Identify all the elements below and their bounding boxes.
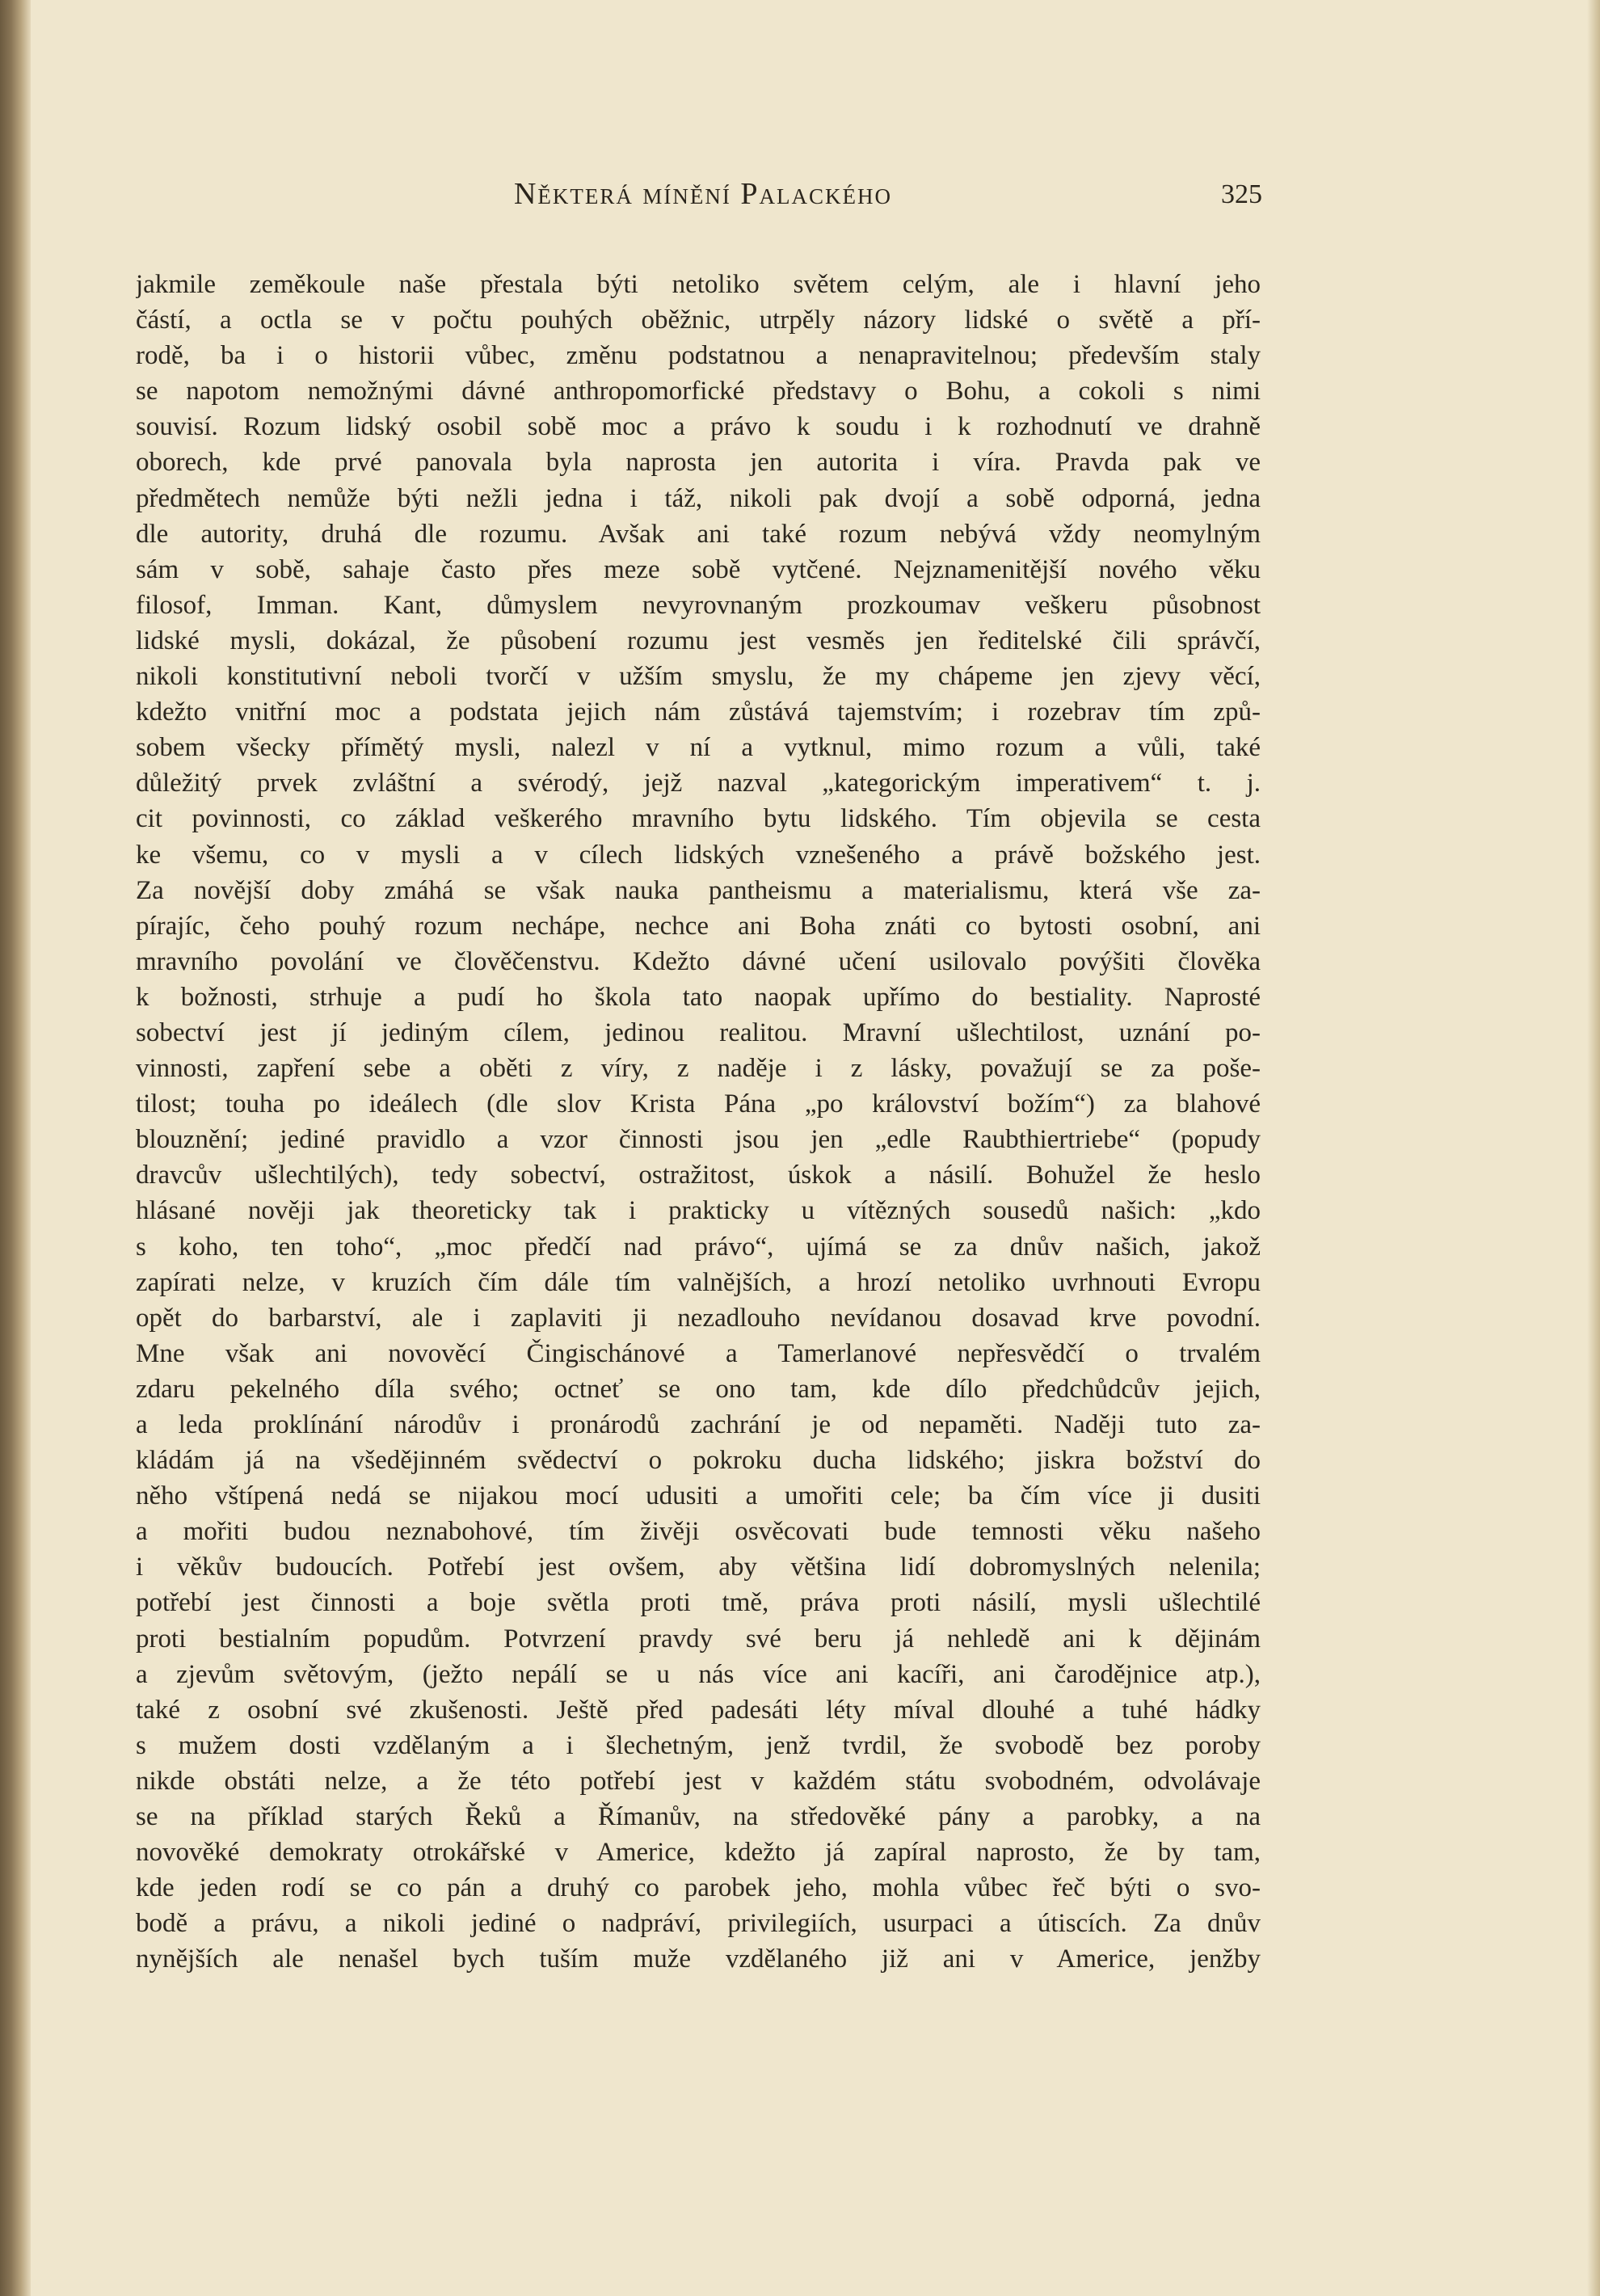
text-line: dle autority, druhá dle rozumu. Avšak ani také rozum nebývá vždy neomylným	[136, 519, 1261, 549]
text-line: se napotom nemožnými dávné anthropomorfické představy o Bohu, a cokoli s nimi	[136, 377, 1261, 407]
text-line: nynějších ale nenašel bych tuším muže vzdělaného již ani v Americe, jenžby	[136, 1944, 1261, 1974]
page-edge-shadow	[1587, 0, 1600, 2296]
text-line: Za novější doby zmáhá se však nauka pantheismu a materialismu, která vše za-	[136, 875, 1261, 905]
text-line: důležitý prvek zvláštní a svérodý, jejž nazval „kategorickým imperativem“ t. j.	[136, 769, 1261, 798]
text-line: zapírati nelze, v kruzích čím dále tím valnějších, a hrozí netoliko uvrhnouti Evropu	[136, 1267, 1261, 1297]
text-line: novověké demokraty otrokářské v Americe, kdežto já zapíral naprosto, že by tam,	[136, 1838, 1261, 1868]
text-line: ke všemu, co v mysli a v cílech lidských vznešeného a právě božského jest.	[136, 840, 1261, 870]
text-line: mravního povolání ve člověčenstvu. Kdežto dávné učení usilovalo povýšiti člověka	[136, 946, 1261, 976]
text-line: potřebí jest činnosti a boje světla proti tmě, práva proti násilí, mysli ušlechtilé	[136, 1588, 1261, 1618]
text-line: nikde obstáti nelze, a že této potřebí jest v každém státu svobodném, odvolávaje	[136, 1766, 1261, 1796]
text-line: oborech, kde prvé panovala byla naprosta jen autorita i víra. Pravda pak ve	[136, 448, 1261, 478]
text-line: proti bestialním popudům. Potvrzení pravdy své beru já nehledě ani k dějinám	[136, 1624, 1261, 1654]
text-line: se na příklad starých Řeků a Římanův, na středověké pány a parobky, a na	[136, 1802, 1261, 1832]
body-text	[136, 267, 1261, 1978]
text-line: předmětech nemůže býti nežli jedna i táž, nikoli pak dvojí a sobě odporná, jedna	[136, 483, 1261, 513]
text-line: cit povinnosti, co základ veškerého mravního bytu lidského. Tím objevila se cesta	[136, 804, 1261, 834]
text-line: a zjevům světovým, (ježto nepálí se u nás více ani kacíři, ani čarodějnice atp.),	[136, 1659, 1261, 1689]
text-line: pírajíc, čeho pouhý rozum nechápe, nechce ani Boha znáti co bytosti osobní, ani	[136, 911, 1261, 941]
text-line: něho vštípená nedá se nijakou mocí udusiti a umořiti cele; ba čím více ji dusiti	[136, 1481, 1261, 1511]
text-line: jakmile zeměkoule naše přestala býti netoliko světem celým, ale i hlavní jeho	[136, 270, 1261, 299]
text-line: i věkův budoucích. Potřebí jest ovšem, aby většina lidí dobromyslných nelenila;	[136, 1552, 1261, 1582]
text-line: kládám já na všedějinném svědectví o pokroku ducha lidského; jiskra božství do	[136, 1446, 1261, 1476]
text-line: zdaru pekelného díla svého; octneť se ono tam, kde dílo předchůdcův jejich,	[136, 1374, 1261, 1404]
text-line: také z osobní své zkušenosti. Ještě před padesáti léty míval dlouhé a tuhé hádky	[136, 1695, 1261, 1725]
text-line: a mořiti budou neznabohové, tím živěji osvěcovati bude temnosti věku našeho	[136, 1517, 1261, 1547]
text-line: sobem všecky přímětý mysli, nalezl v ní a vytknul, mimo rozum a vůli, také	[136, 733, 1261, 763]
text-line: lidské mysli, dokázal, že působení rozumu jest vesměs jen ředitelské čili správčí,	[136, 626, 1261, 655]
text-line: souvisí. Rozum lidský osobil sobě moc a právo k soudu i k rozhodnutí ve drahně	[136, 412, 1261, 442]
text-line: s mužem dosti vzdělaným a i šlechetným, jenž tvrdil, že svobodě bez poroby	[136, 1730, 1261, 1760]
text-line: a leda proklínání národův i pronárodů zachrání je od nepaměti. Naději tuto za-	[136, 1410, 1261, 1439]
text-line: nikoli konstitutivní neboli tvorčí v užším smyslu, že my chápeme jen zjevy věcí,	[136, 662, 1261, 692]
text-line: filosof, Imman. Kant, důmyslem nevyrovnaným prozkoumav veškeru působnost	[136, 590, 1261, 620]
text-line: sobectví jest jí jediným cílem, jedinou realitou. Mravní ušlechtilost, uznání po-	[136, 1017, 1261, 1047]
text-line: rodě, ba i o historii vůbec, změnu podstatnou a nenapravitelnou; především staly	[136, 341, 1261, 371]
text-line: bodě a právu, a nikoli jediné o nadpráví, privilegiích, usurpaci a útiscích. Za dnův	[136, 1909, 1261, 1939]
text-line: Mne však ani novověcí Čingischánové a Tamerlanové nepřesvědčí o trvalém	[136, 1338, 1261, 1368]
running-title: Některá mínění Palackého	[513, 177, 893, 211]
text-line: dravcův ušlechtilých), tedy sobectví, ostražitost, úskok a násilí. Bohužel že heslo	[136, 1161, 1261, 1190]
text-line: k božnosti, strhuje a pudí ho škola tato naopak upřímo do bestiality. Naprosté	[136, 982, 1261, 1012]
page-binding-shadow	[0, 0, 31, 2296]
text-line: blouznění; jediné pravidlo a vzor činnosti jsou jen „edle Raubthiertriebe“ (popudy	[136, 1125, 1261, 1155]
text-line: kde jeden rodí se co pán a druhý co parobek jeho, mohla vůbec řeč býti o svo-	[136, 1873, 1261, 1903]
text-line: částí, a octla se v počtu pouhých oběžnic, utrpěly názory lidské o světě a pří-	[136, 305, 1261, 335]
text-line: opět do barbarství, ale i zaplaviti ji nezadlouho nevídanou dosavad krve povodní.	[136, 1303, 1261, 1333]
page-number: 325	[1221, 179, 1262, 209]
text-line: s koho, ten toho“, „moc předčí nad právo“, ujímá se za dnův našich, jakož	[136, 1232, 1261, 1262]
text-line: sám v sobě, sahaje často přes meze sobě vytčené. Nejznamenitější nového věku	[136, 554, 1261, 584]
page-header	[137, 176, 1269, 225]
text-line: vinnosti, zapření sebe a oběti z víry, z naděje i z lásky, považují se za pošе-	[136, 1054, 1261, 1084]
text-line: tilost; touha po ideálech (dle slov Krista Pána „po království božím“) za blahové	[136, 1089, 1261, 1119]
text-line: hlásané nověji jak theoreticky tak i prakticky u vítězných sousedů našich: „kdo	[136, 1196, 1261, 1226]
text-line: kdežto vnitřní moc a podstata jejich nám zůstává tajemstvím; i rozebrav tím způ-	[136, 697, 1261, 727]
